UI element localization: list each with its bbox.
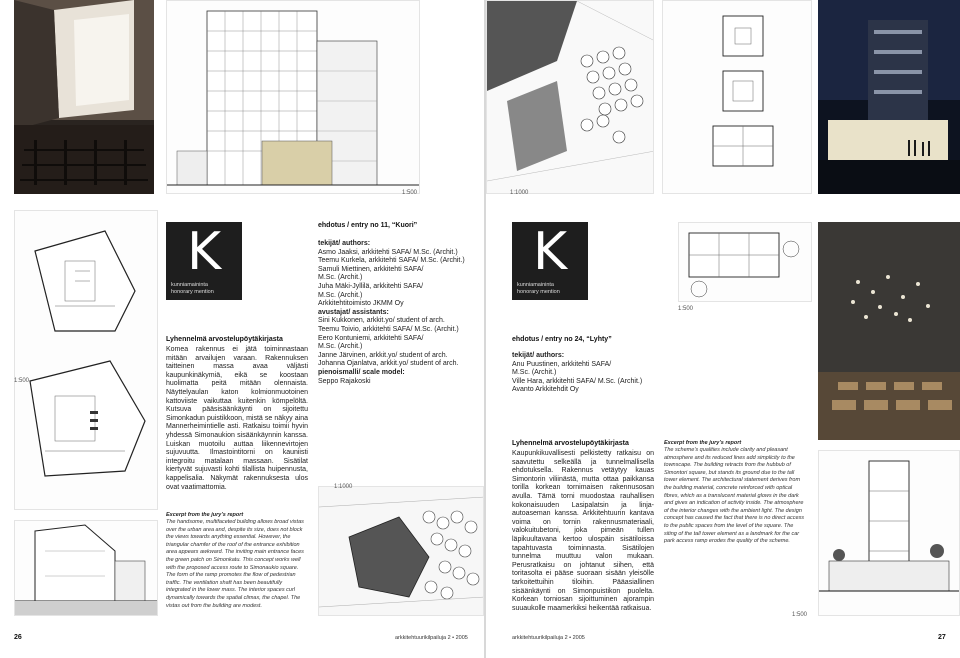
honorary-mention-badge bbox=[166, 222, 242, 300]
ground-floor-plan-drawing bbox=[678, 222, 812, 302]
section-scale-label: 1:500 bbox=[792, 612, 808, 618]
section-drawing bbox=[14, 520, 158, 616]
entry-title: ehdotus / entry no 11, “Kuori” bbox=[318, 222, 418, 229]
credits-line: Avanto Arkkitehdit Oy bbox=[512, 386, 579, 394]
site-plan-drawing bbox=[486, 0, 654, 194]
credits-line: M.Sc. (Archit.) bbox=[318, 343, 363, 351]
badge-letter: K bbox=[532, 222, 568, 282]
jury-text: Kaupunkikuvallisesti pelkistetty ratkaisu on saavutettu selkeällä ja tunnelmallisella ehdotuksella. Rakennus vetäytyy kauas Simontorin viliinästä, mutta ottaa paikkansa torilla korkean tornimaisen rakennusosan avulla. Tämä torni muodostaa rauhallisen kokonaisuuden Lasipalatsin ja linja-autoaseman kanssa. Arkkitehtuurin kantava voima on tornin rakennusmateriaali, valokuitubetoni, joka pimeän tullen läpikuultavana kertoo ulospäin sisätiloissa tapahtuvasta toiminnasta. Sisätilojen tunnelma muuttuu valon mukaan. Perusratkaisu on johtanut siihen, että toritasolta ei pääse suoraan sisään yleisölle tarkoitettuihin tiloihin. Pääasiallinen sisäänkäynti on Simonpuistikon puolelta. Korkean torniosan sijoittuminen ajorampin suuaukolle maamerkiksi heikentää ratkaisua. bbox=[512, 450, 654, 612]
site-scale-label: 1:1000 bbox=[334, 484, 353, 490]
site-plan-drawing bbox=[318, 486, 484, 616]
credits-line: Johanna Ojanlatva, arkkit.yo/ student of arch. bbox=[318, 360, 459, 368]
credits-line: Eero Kontuniemi, arkkitehti SAFA/ bbox=[318, 334, 424, 342]
interior-lights-photo bbox=[818, 222, 960, 440]
plan-scale-label: 1:500 bbox=[678, 306, 694, 312]
page-number-left: 26 bbox=[14, 634, 22, 641]
credits-line: M.Sc. (Archit.) bbox=[318, 274, 363, 282]
credits-heading: pienoismalli/ scale model: bbox=[318, 368, 405, 376]
honorary-mention-badge bbox=[512, 222, 588, 300]
jury-heading: Lyhennelmä arvostelupöytäkirjasta bbox=[166, 336, 283, 343]
page-number-right: 27 bbox=[938, 634, 946, 641]
badge-caption: kunniamaininta honorary mention bbox=[517, 282, 560, 295]
night-tower-photo bbox=[818, 0, 960, 194]
excerpt-text: The scheme’s qualities include clarity and pleasant atmosphere and its reduced lines add simplicity to the townscape. The building retracts from the hubbub of Simontori square, but stands its ground due to the tall tower element. The architectural statement derives from the building material, concrete reinforced with optical fibres, which as a translucent material glows in the dark and gives an indication of activity inside. The atmosphere of the interior changes with the ambient light. The design concept has caused the fact that there is no direct access to the public spaces from the level of the square. The siting of the tall tower element as a landmark for the car park access ramp erodes the quality of the scheme. bbox=[664, 447, 805, 545]
credits-line: Asmo Jaaksi, arkkitehti SAFA/ M.Sc. (Archit.) bbox=[318, 248, 458, 256]
excerpt-text: The handsome, multifaceted building allows broad vistas over the urban area and, despite its size, does not block the views towards anything essential. However, the triangular chamfer of the roof of the entrance exhibition area appears awkward. The inviting main entrance faces the green patch on Simonkatu. This concept works well with the proposed access route to Simonaukio square. The form of the ramp promotes the flow of pedestrian traffic. The ventilation shaft has been beautifully integrated in the lower mass. The interior spaces curl dynamically towards the spatial climax, the chapel. The vistas out from the building are modest. bbox=[166, 519, 304, 609]
jury-heading: Lyhennelmä arvostelupöytäkirjasta bbox=[512, 440, 629, 447]
chapel-interior-photo bbox=[14, 0, 154, 194]
credits-line: Janne Järvinen, arkkit.yo/ student of arch. bbox=[318, 351, 448, 359]
credits-line: Juha Mäki-Jyllilä, arkkitehti SAFA/ bbox=[318, 282, 424, 290]
excerpt-heading: Excerpt from the jury’s report bbox=[664, 440, 742, 446]
credits-line: M.Sc. (Archit.) bbox=[318, 291, 363, 299]
credits-line: Arkkitehtitoimisto JKMM Oy bbox=[318, 300, 404, 308]
badge-caption: kunniamaininta honorary mention bbox=[171, 282, 214, 295]
credits-line: Teemu Toivio, arkkitehti SAFA/ M.Sc. (Archit.) bbox=[318, 325, 459, 333]
elevation-drawing bbox=[166, 0, 420, 194]
site-scale-label: 1:1000 bbox=[510, 190, 529, 196]
footer-left: arkkitehtuurikilpailuja 2 • 2005 bbox=[395, 635, 468, 641]
jury-text: Komea rakennus ei jätä toiminnastaan mitään arvailujen varaan. Rakennuksen taitteinen massa avaa väljästi kaupunkinäkymiä, eikä se koostaan huolimatta peitä mitään olennaista. Näyttelyaulan katon kolmionmuotoinen kattoviiste vaikuttaa kuitenkin kömpelöltä. Kutsuva pääsisäänkäynti on sijoitettu Simonkadun puistikkoon, mistä se näkyy aina Mannerheimintielle asti. Ratkaisu toimii hyvin yhdessä Simonaukion sisäänkäynnin kanssa. Luiskan muotoilu auttaa liikennevirtojen sujuvuutta. Ilmastointitorni on kauniisti integroitu matalaan massaan. Sisätilat kiertyvät sujuvasti kohti tilallista huipennusta, kappelisalia. Näkymät rakennuksesta ulos ovat vaatimattomia. bbox=[166, 346, 308, 491]
credits-list bbox=[512, 352, 672, 395]
credits-heading: tekijät/ authors: bbox=[512, 352, 565, 359]
section-drawing bbox=[818, 450, 960, 616]
credits-line: M.Sc. (Archit.) bbox=[512, 369, 557, 377]
elevation-scale-label: 1:500 bbox=[402, 190, 418, 196]
floor-plan-drawing bbox=[14, 210, 158, 510]
credits-line: Seppo Rajakoski bbox=[318, 377, 371, 385]
credits-heading: tekijät/ authors: bbox=[318, 240, 371, 247]
credits-line: Teemu Kurkela, arkkitehti SAFA/ M.Sc. (Archit.) bbox=[318, 257, 465, 265]
excerpt-heading: Excerpt from the jury’s report bbox=[166, 512, 244, 518]
tower-plans-drawing bbox=[662, 0, 812, 194]
plan-scale-label: 1:500 bbox=[14, 378, 30, 384]
credits-line: Ville Hara, arkkitehti SAFA/ M.Sc. (Archit.) bbox=[512, 377, 643, 385]
credits-line: Samuli Miettinen, arkkitehti SAFA/ bbox=[318, 265, 424, 273]
credits-list bbox=[318, 240, 483, 386]
footer-right: arkkitehtuurikilpailuja 2 • 2005 bbox=[512, 635, 585, 641]
credits-line: Sini Kukkonen, arkkit.yo/ student of arch. bbox=[318, 317, 445, 325]
credits-line: Anu Puustinen, arkkitehti SAFA/ bbox=[512, 360, 612, 368]
right-page bbox=[486, 0, 960, 658]
badge-letter: K bbox=[186, 222, 222, 282]
entry-title: ehdotus / entry no 24, “Lyhty” bbox=[512, 336, 612, 343]
credits-heading: avustajat/ assistants: bbox=[318, 308, 389, 316]
